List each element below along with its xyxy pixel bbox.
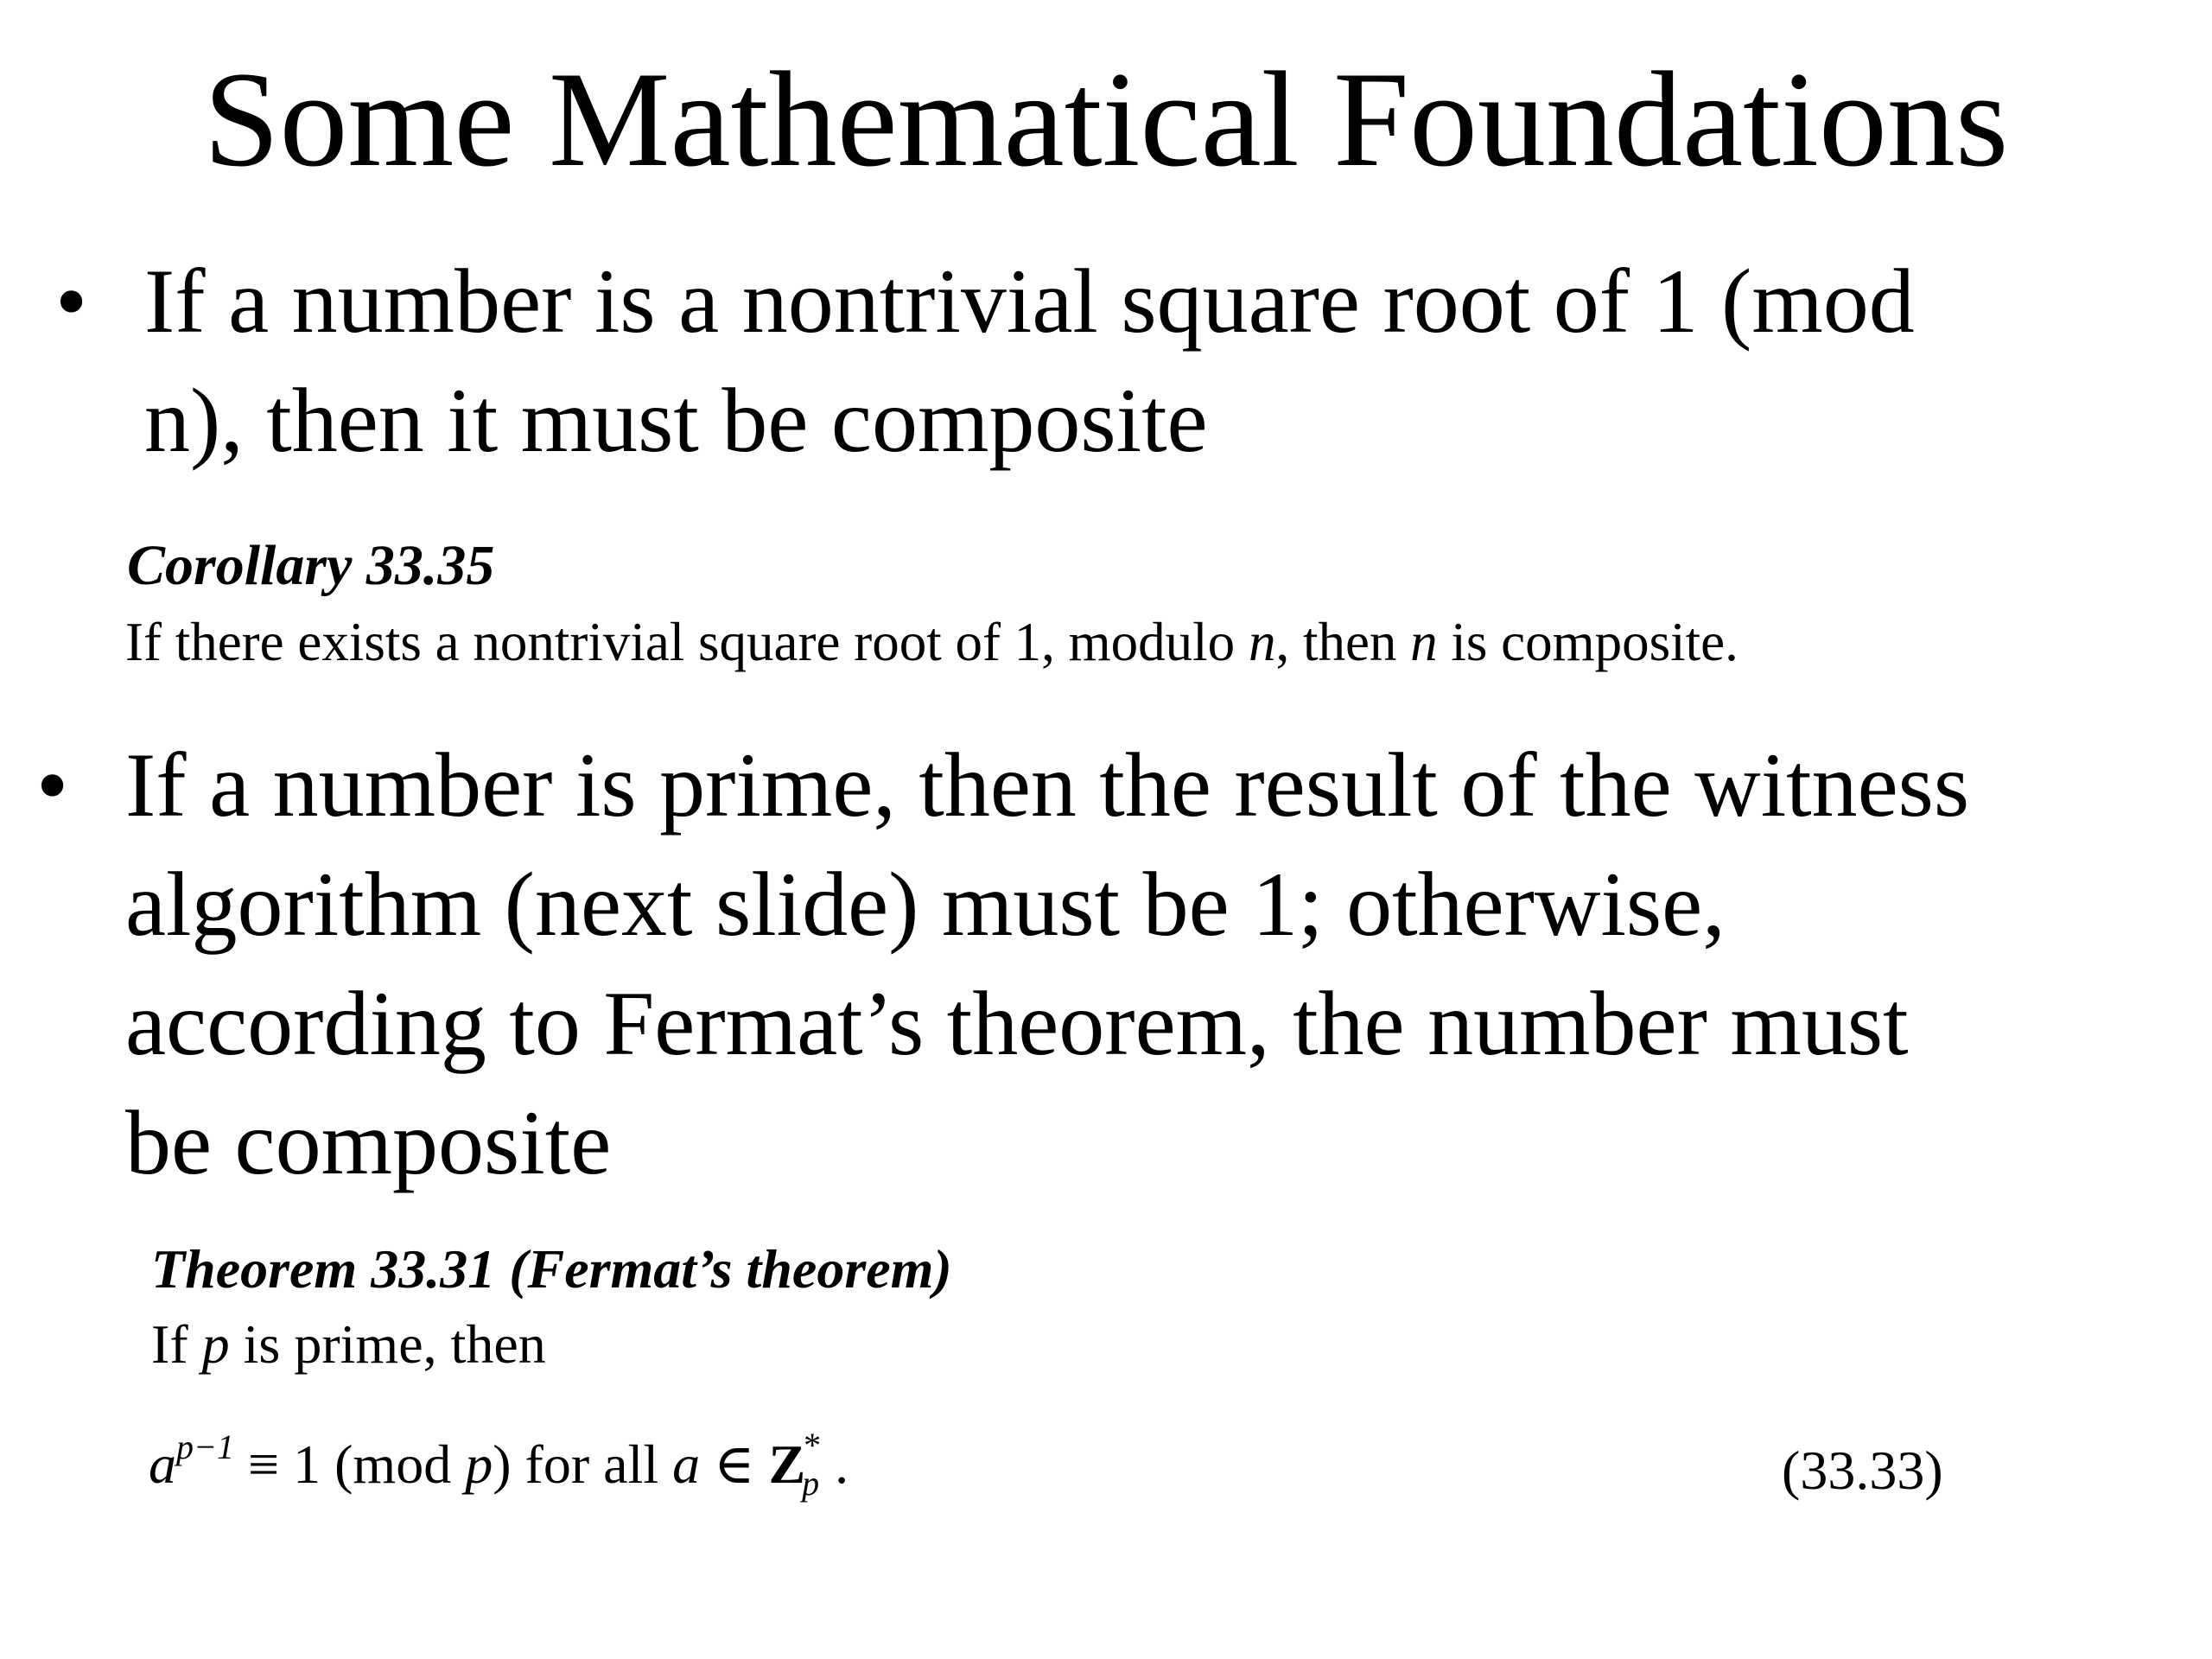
corollary-heading: Corollary 33.35 (127, 534, 495, 597)
bullet-item-1 (55, 242, 2080, 480)
formula-exponent: p−1 (176, 1427, 234, 1466)
bullet-text-line: be composite (125, 1092, 612, 1193)
bullet-text-line: n), then it must be composite (144, 370, 1208, 471)
slide-title: Some Mathematical Foundations (203, 44, 2009, 195)
bullet-text-line: If a number is prime, then the result of the witness (125, 734, 1970, 836)
variable-n: n (1410, 612, 1438, 672)
corollary-statement: If there exists a nontrivial square root of 1, modulo n, then n is composite. (125, 612, 1738, 672)
theorem-heading: Theorem 33.31 (Fermat’s theorem) (151, 1238, 952, 1300)
bullet-text-line: according to Fermat’s theorem, the number must (125, 973, 1909, 1074)
bullet-item-2 (36, 726, 2182, 1203)
variable-n: n (1248, 612, 1276, 672)
bullet-marker: • (36, 734, 69, 836)
set-symbol: Z (768, 1433, 806, 1495)
theorem-statement: If p is prime, then (151, 1313, 546, 1375)
bullet-text-line: If a number is a nontrivial square root of 1 (mod (144, 251, 1915, 352)
bullet-marker: • (55, 251, 88, 352)
bullet-text-line: algorithm (next slide) must be 1; otherwise, (125, 854, 1726, 955)
variable-p: p (201, 1313, 230, 1375)
formula-base: a (149, 1433, 176, 1495)
fermat-formula: $a^{p-1} \equiv 1$ (mod p) for all a ∈ $Z_p^*$ . (149, 1426, 849, 1503)
equation-number: (33.33) (1782, 1440, 1943, 1501)
